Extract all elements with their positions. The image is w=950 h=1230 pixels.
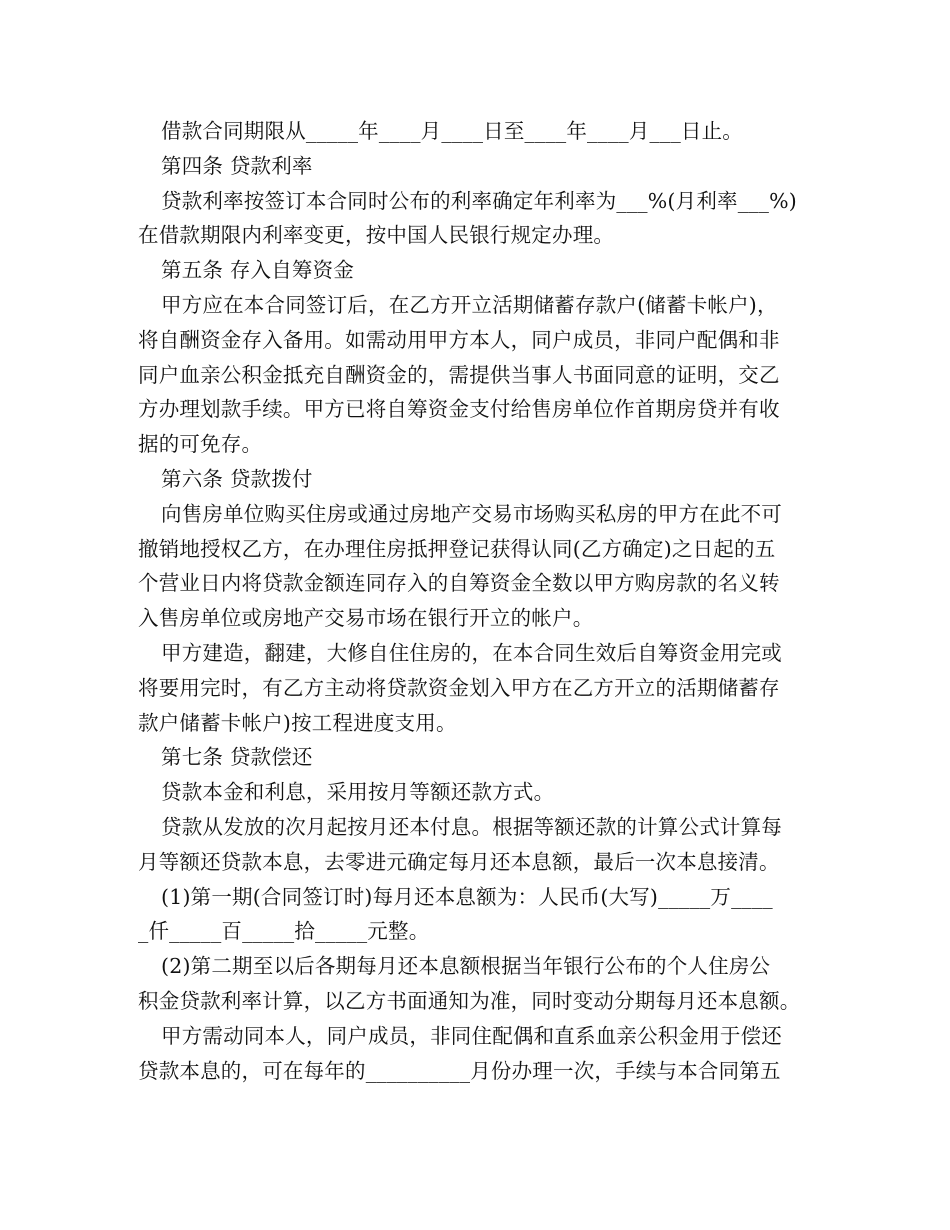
text-line: 个营业日内将贷款金额连同存入的自筹资金全数以甲方购房款的名义转: [138, 571, 780, 596]
text-line: 甲方应在本合同签订后，在乙方开立活期储蓄存款户(储蓄卡帐户)，: [161, 292, 778, 317]
text-line: 方办理划款手续。甲方已将自筹资金支付给售房单位作首期房贷并有收: [138, 397, 780, 422]
text-line: 款户储蓄卡帐户)按工程进度支用。: [138, 710, 457, 735]
text-line: 积金贷款利率计算，以乙方书面通知为准，同时变动分期每月还本息额。: [138, 988, 801, 1013]
text-line: _仟_____百_____拾_____元整。: [138, 919, 430, 944]
text-line: (1)第一期(合同签订时)每月还本息额为：人民币(大写)_____万____: [161, 884, 773, 909]
text-line: 贷款从发放的次月起按月还本付息。根据等额还款的计算公式计算每: [161, 814, 782, 839]
text-line: 甲方建造，翻建，大修自住住房的，在本合同生效后自筹资金用完或: [161, 640, 782, 665]
document-page: [138, 114, 828, 1088]
text-line: 甲方需动同本人，同户成员，非同住配偶和直系血亲公积金用于偿还: [161, 1023, 782, 1048]
text-line: 将自酬资金存入备用。如需动用甲方本人，同户成员，非同户配偶和非: [138, 327, 780, 352]
text-line: (2)第二期至以后各期每月还本息额根据当年银行公布的个人住房公: [161, 954, 771, 979]
text-line: 第七条 贷款偿还: [161, 745, 313, 770]
text-line: 贷款本金和利息，采用按月等额还款方式。: [161, 780, 555, 805]
text-line: 入售房单位或房地产交易市场在银行开立的帐户。: [138, 606, 594, 631]
text-line: 向售房单位购买住房或通过房地产交易市场购买私房的甲方在此不可: [161, 501, 782, 526]
text-line: 贷款本息的，可在每年的__________月份办理一次，手续与本合同第五: [138, 1058, 781, 1083]
text-line: 借款合同期限从_____年____月____日至____年____月___日止。: [161, 119, 743, 143]
text-line: 将要用完时，有乙方主动将贷款资金划入甲方在乙方开立的活期储蓄存: [138, 675, 780, 700]
text-line: 第五条 存入自筹资金: [161, 258, 355, 283]
text-line: 据的可免存。: [138, 432, 263, 457]
text-line: 第四条 贷款利率: [161, 153, 313, 178]
text-line: 月等额还贷款本息，去零进元确定每月还本息额，最后一次本息接清。: [138, 849, 780, 874]
text-line: 第六条 贷款拨付: [161, 466, 313, 491]
text-line: 在借款期限内利率变更，按中国人民银行规定办理。: [138, 223, 615, 248]
text-line: 贷款利率按签订本合同时公布的利率确定年利率为___%(月利率___%): [161, 188, 797, 213]
text-line: 同户血亲公积金抵充自酬资金的，需提供当事人书面同意的证明，交乙: [138, 362, 780, 387]
text-line: 撤销地授权乙方，在办理住房抵押登记获得认同(乙方确定)之日起的五: [138, 536, 776, 561]
